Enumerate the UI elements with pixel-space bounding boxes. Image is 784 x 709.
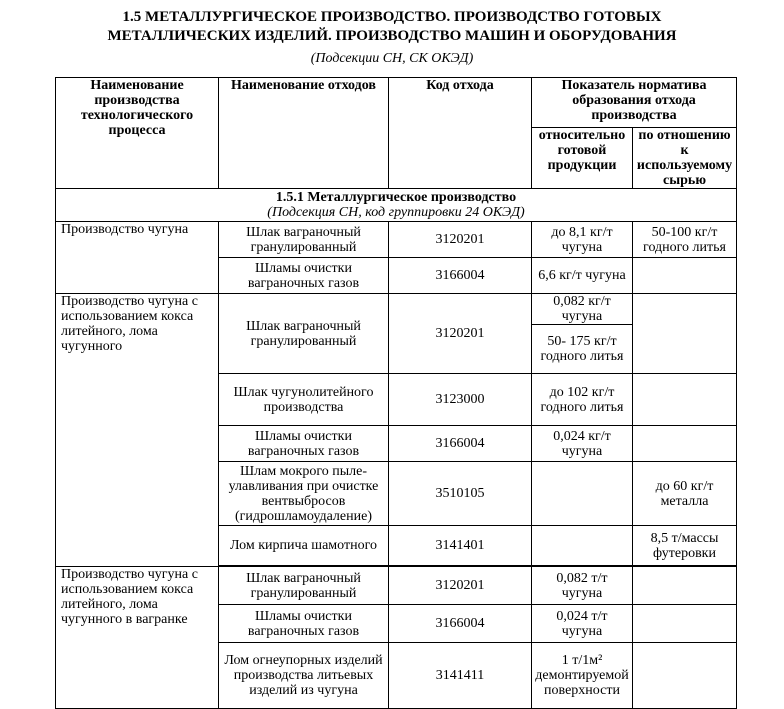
section-subtitle: (Подсекция СН, код группировки 24 ОКЭД) — [267, 205, 525, 220]
raw-norm-cell: 8,5 т/массы футеровки — [633, 526, 737, 566]
relative-norm-cell: 6,6 кг/т чугуна — [532, 258, 633, 294]
header-process: Наименование производства технологического процесса — [56, 78, 219, 189]
document-title-line-1: 1.5 МЕТАЛЛУРГИЧЕСКОЕ ПРОИЗВОДСТВО. ПРОИЗВОДСТВО ГОТОВЫХ — [122, 9, 662, 25]
table-row — [56, 567, 737, 605]
waste-name-cell: Шламы очистки ваграночных газов — [219, 426, 389, 462]
table-row — [56, 294, 737, 325]
relative-norm-cell: 0,024 кг/т чугуна — [532, 426, 633, 462]
waste-code-cell: 3166004 — [389, 258, 532, 294]
header-norm-group: Показатель норматива образования отхода производства — [532, 78, 737, 128]
waste-name-cell: Шлак ваграночный гранулированный — [219, 294, 389, 374]
relative-norm-cell: 0,082 т/т чугуна — [532, 567, 633, 605]
waste-name-cell: Шлак ваграночный гранулированный — [219, 567, 389, 605]
waste-code-cell: 3141411 — [389, 643, 532, 709]
header-waste-name: Наименование отходов — [219, 78, 389, 189]
header-waste-code: Код отхода — [389, 78, 532, 189]
process-cell: Производство чугуна с использованием кокса литейного, лома чугунного — [56, 294, 219, 567]
waste-code-cell: 3141401 — [389, 526, 532, 566]
waste-name-cell: Шламы очистки ваграночных газов — [219, 258, 389, 294]
waste-name-cell: Лом кирпича шамотного — [219, 526, 389, 566]
relative-norm-cell: 0,024 т/т чугуна — [532, 605, 633, 643]
table-row — [56, 222, 737, 258]
waste-name-cell: Лом огнеупорных изделий производства литьевых изделий из чугуна — [219, 643, 389, 709]
waste-norms-table — [55, 77, 737, 709]
waste-code-cell: 3120201 — [389, 222, 532, 258]
raw-norm-cell — [633, 605, 737, 643]
waste-name-cell: Шлак чугунолитейного производства — [219, 374, 389, 426]
waste-name-cell: Шламы очистки ваграночных газов — [219, 605, 389, 643]
relative-norm-cell — [532, 526, 633, 566]
relative-norm-cell: 1 т/1м² демонтируемой поверхности — [532, 643, 633, 709]
document-title-line-2: МЕТАЛЛИЧЕСКИХ ИЗДЕЛИЙ. ПРОИЗВОДСТВО МАШИН И ОБОРУДОВАНИЯ — [107, 28, 677, 44]
waste-code-cell: 3510105 — [389, 462, 532, 526]
raw-norm-cell — [633, 567, 737, 605]
process-cell: Производство чугуна — [56, 222, 219, 294]
waste-code-cell: 3123000 — [389, 374, 532, 426]
relative-norm-cell: 50- 175 кг/т годного литья — [532, 325, 633, 374]
waste-code-cell: 3120201 — [389, 294, 532, 374]
document-subtitle: (Подсекции СН, СК ОКЭД) — [310, 51, 474, 66]
waste-code-cell: 3166004 — [389, 605, 532, 643]
raw-norm-cell — [633, 258, 737, 294]
raw-norm-cell — [633, 294, 737, 374]
raw-norm-cell — [633, 643, 737, 709]
header-relative-to-raw: по отношению к используемому сырью — [633, 128, 737, 189]
header-relative-to-product: относительно готовой продукции — [532, 128, 633, 189]
section-heading — [56, 189, 737, 222]
waste-code-cell: 3166004 — [389, 426, 532, 462]
waste-name-cell: Шлак ваграночный гранулированный — [219, 222, 389, 258]
raw-norm-cell: до 60 кг/т металла — [633, 462, 737, 526]
relative-norm-cell: до 102 кг/т годного литья — [532, 374, 633, 426]
relative-norm-cell — [532, 462, 633, 526]
waste-code-cell: 3120201 — [389, 567, 532, 605]
relative-norm-cell: до 8,1 кг/т чугуна — [532, 222, 633, 258]
section-title: 1.5.1 Металлургическое производство — [275, 190, 517, 205]
waste-name-cell: Шлам мокрого пыле-улавливания при очистке вентвыбросов (гидрошламоудаление) — [219, 462, 389, 526]
relative-norm-cell: 0,082 кг/т чугуна — [532, 294, 633, 325]
raw-norm-cell — [633, 426, 737, 462]
process-cell: Производство чугуна с использованием кокса литейного, лома чугунного в вагранке — [56, 567, 219, 709]
raw-norm-cell: 50-100 кг/т годного литья — [633, 222, 737, 258]
raw-norm-cell — [633, 374, 737, 426]
